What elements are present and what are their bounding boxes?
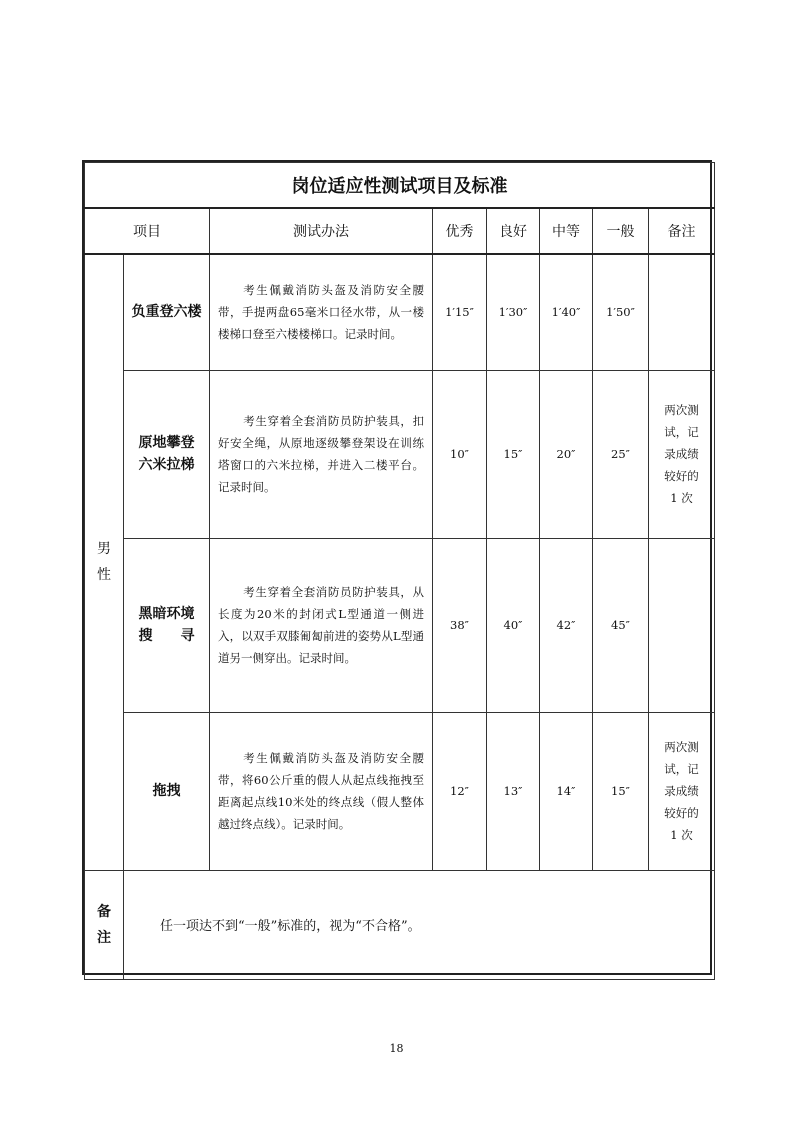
- table-row: [85, 370, 715, 538]
- remarks-text: 任一项达不到“一般”标准的，视为“不合格”。: [124, 870, 715, 979]
- remark-value: [649, 254, 715, 370]
- item-name: 负重登六楼: [124, 254, 210, 370]
- page-number: 18: [389, 1042, 404, 1055]
- header-good: 良好: [487, 208, 540, 254]
- standards-table-frame: [82, 160, 712, 975]
- table-row: [85, 254, 715, 370]
- gender-cell: 男 性: [85, 254, 124, 870]
- remarks-label: 备 注: [85, 870, 124, 979]
- excellent-value: 38″: [433, 538, 487, 712]
- header-remark: 备注: [649, 208, 715, 254]
- remark-value: 两次测试，记录成绩较好的 1 次: [649, 370, 715, 538]
- table-title: 岗位适应性测试项目及标准: [85, 163, 715, 209]
- standards-table: [84, 162, 715, 980]
- good-value: 1′30″: [487, 254, 540, 370]
- remark-value: 两次测试，记录成绩较好的 1 次: [649, 712, 715, 870]
- pass-value: 25″: [593, 370, 649, 538]
- excellent-value: 12″: [433, 712, 487, 870]
- item-name: 原地攀登 六米拉梯: [124, 370, 210, 538]
- item-name: 黑暗环境 搜 寻: [124, 538, 210, 712]
- method-text: 考生佩戴消防头盔及消防安全腰带，手提两盘65毫米口径水带，从一楼楼梯口登至六楼楼梯口。记录时间。: [210, 254, 433, 370]
- header-method: 测试办法: [210, 208, 433, 254]
- pass-value: 15″: [593, 712, 649, 870]
- table-row: [85, 712, 715, 870]
- method-text: 考生穿着全套消防员防护装具，扣好安全绳，从原地逐级攀登架设在训练塔窗口的六米拉梯，并进入二楼平台。记录时间。: [210, 370, 433, 538]
- medium-value: 14″: [540, 712, 593, 870]
- good-value: 40″: [487, 538, 540, 712]
- medium-value: 1′40″: [540, 254, 593, 370]
- excellent-value: 1′15″: [433, 254, 487, 370]
- medium-value: 20″: [540, 370, 593, 538]
- header-row: [85, 208, 715, 254]
- table-row: [85, 538, 715, 712]
- remark-value: [649, 538, 715, 712]
- item-name: 拖拽: [124, 712, 210, 870]
- medium-value: 42″: [540, 538, 593, 712]
- remarks-row: [85, 870, 715, 979]
- method-text: 考生佩戴消防头盔及消防安全腰带，将60公斤重的假人从起点线拖拽至距离起点线10米处的终点线（假人整体越过终点线）。记录时间。: [210, 712, 433, 870]
- pass-value: 45″: [593, 538, 649, 712]
- good-value: 15″: [487, 370, 540, 538]
- header-item: 项目: [85, 208, 210, 254]
- good-value: 13″: [487, 712, 540, 870]
- method-text: 考生穿着全套消防员防护装具，从长度为20米的封闭式L型通道一侧进入，以双手双膝匍匐前进的姿势从L型通道另一侧穿出。记录时间。: [210, 538, 433, 712]
- header-pass: 一般: [593, 208, 649, 254]
- header-medium: 中等: [540, 208, 593, 254]
- pass-value: 1′50″: [593, 254, 649, 370]
- header-excellent: 优秀: [433, 208, 487, 254]
- excellent-value: 10″: [433, 370, 487, 538]
